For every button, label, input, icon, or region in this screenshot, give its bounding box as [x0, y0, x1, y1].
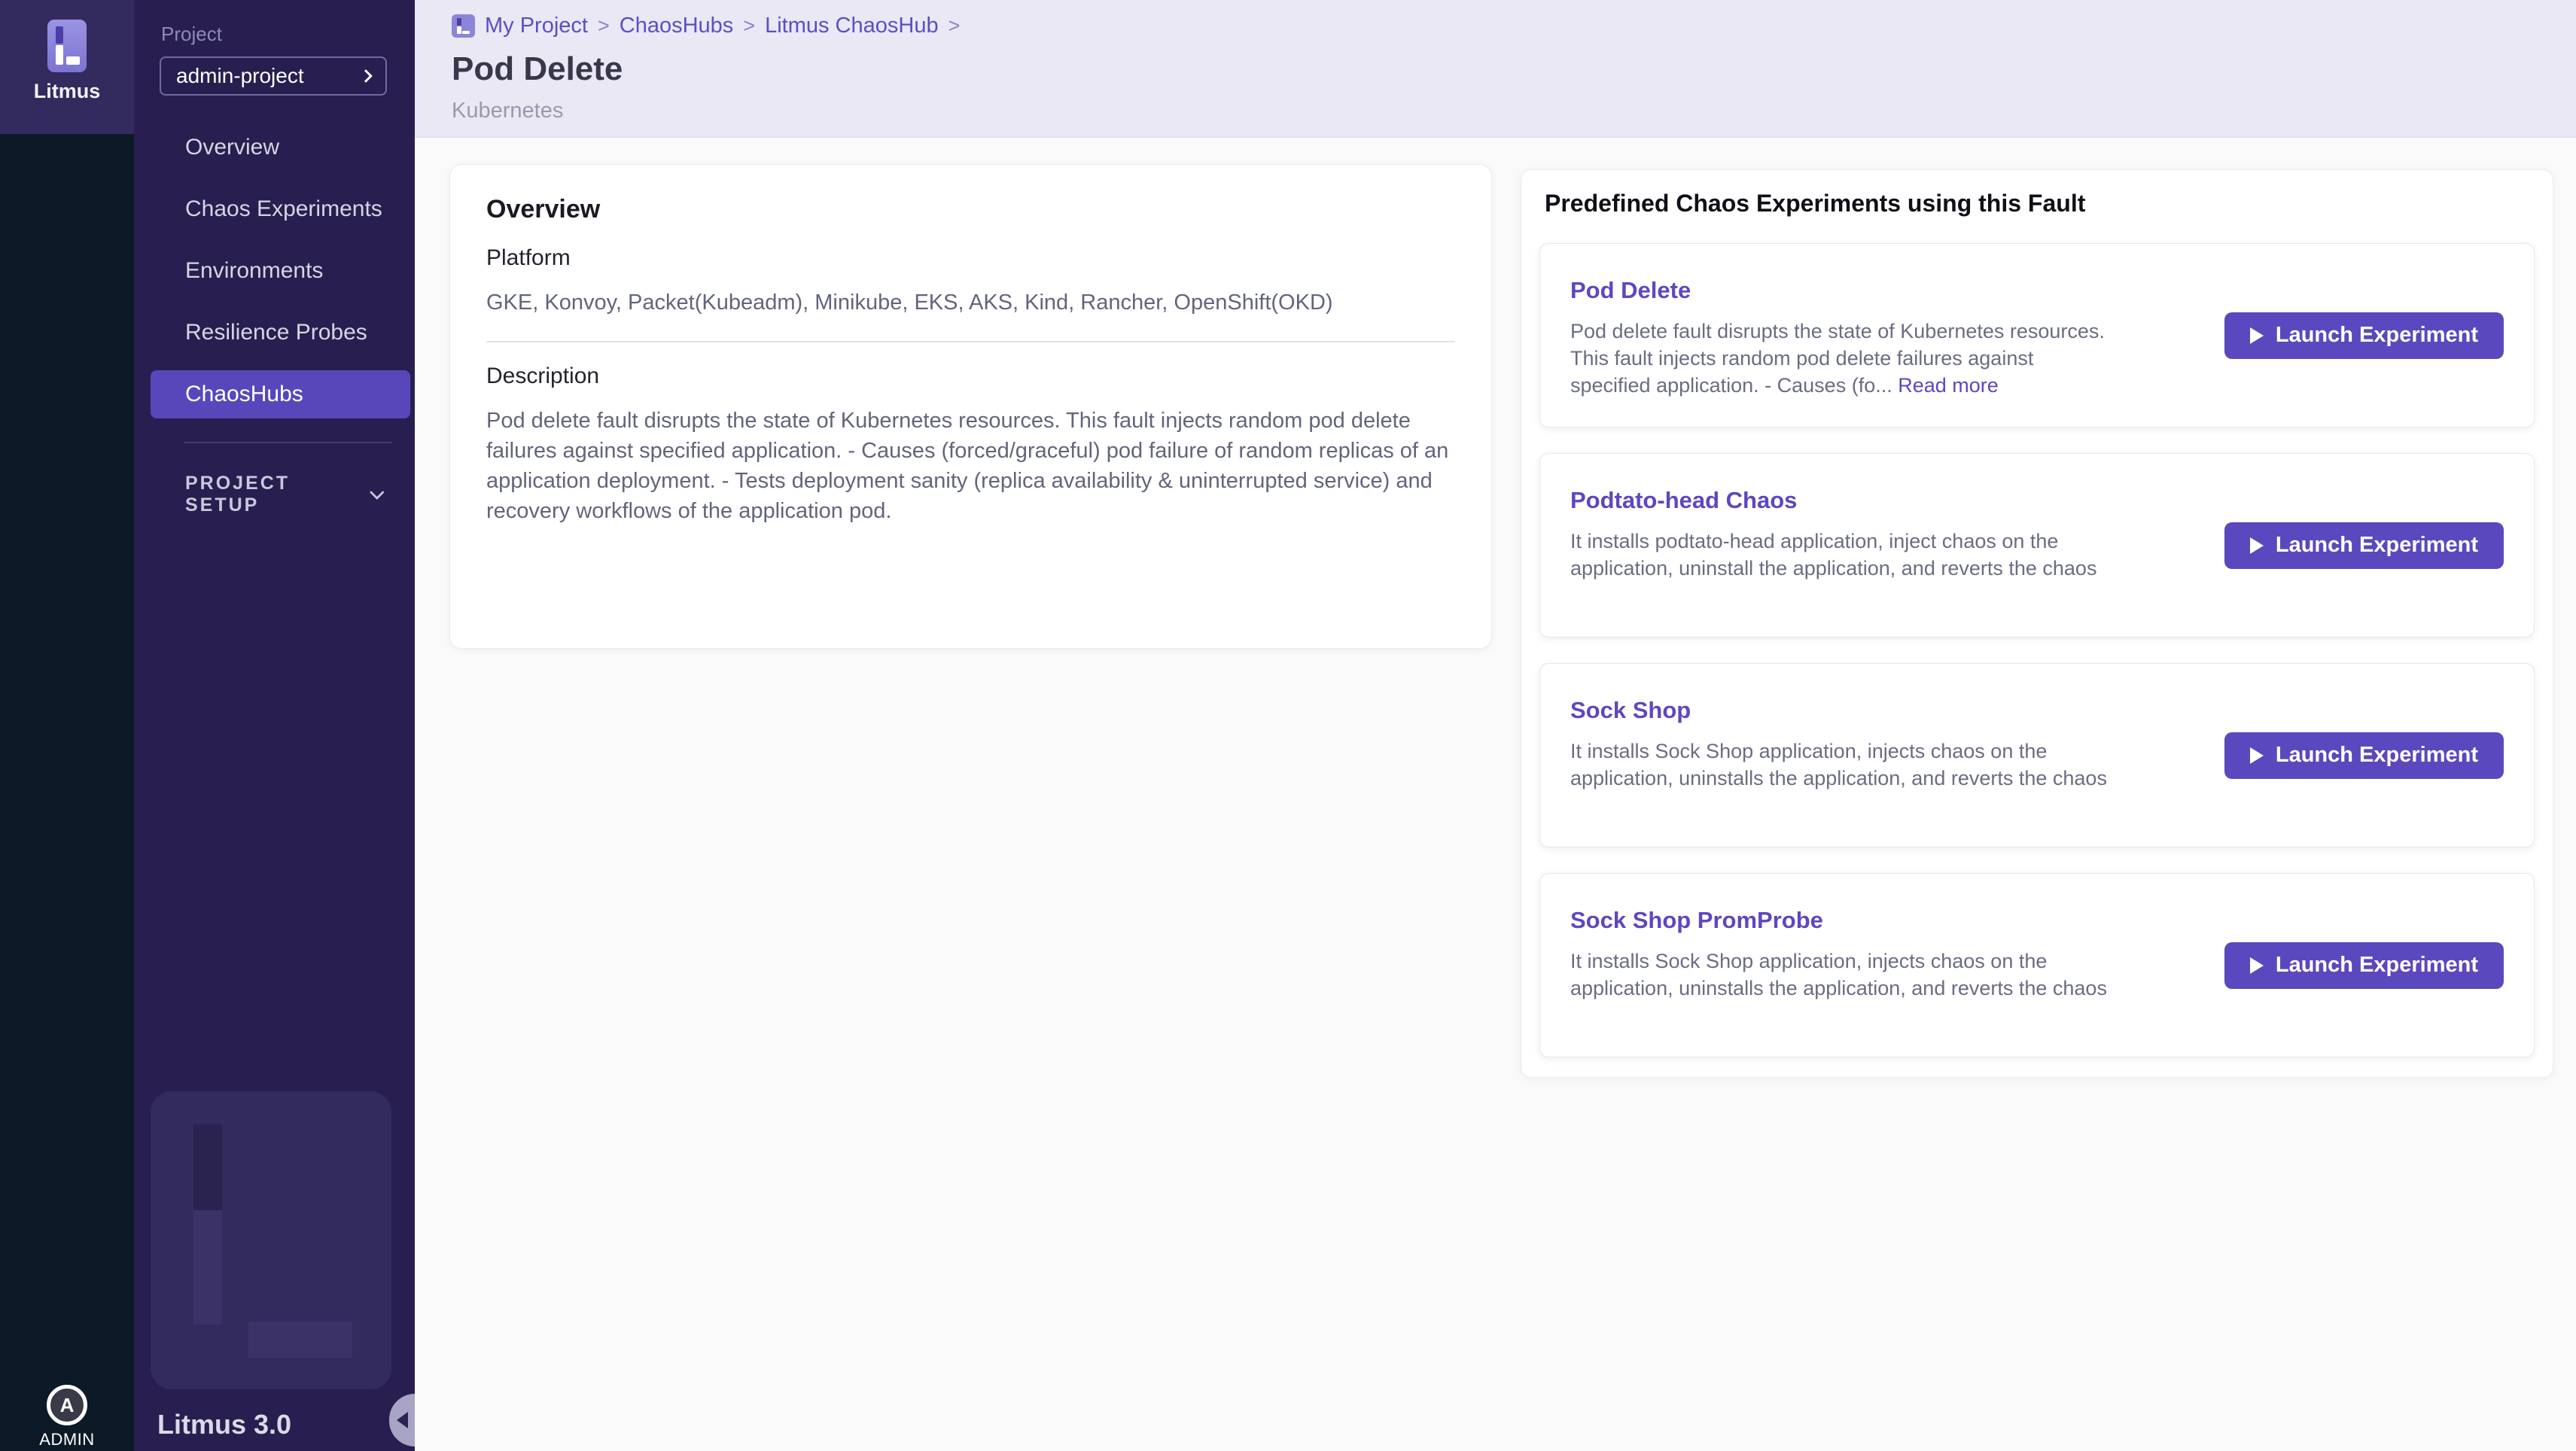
watermark-bar-dark: [193, 1124, 222, 1210]
rail-brand-block: [0, 0, 134, 134]
launch-experiment-button[interactable]: Launch Experiment: [2224, 942, 2504, 989]
chevron-right-icon: [359, 69, 373, 83]
read-more-link[interactable]: Read more: [1898, 374, 1999, 397]
version-label: Litmus 3.0: [157, 1409, 292, 1440]
experiment-title[interactable]: Sock Shop: [1570, 697, 1691, 723]
page-title: Pod Delete: [452, 50, 623, 87]
fault-overview-card: [449, 164, 1492, 649]
litmus-watermark-logo: [151, 1091, 391, 1389]
description-label: Description: [486, 364, 600, 389]
platform-value: GKE, Konvoy, Packet(Kubeadm), Minikube, EKS, AKS, Kind, Rancher, OpenShift(OKD): [486, 291, 1333, 315]
brand-label: Litmus: [33, 80, 101, 102]
sidebar-nav: [134, 123, 415, 418]
launch-experiment-button[interactable]: Launch Experiment: [2224, 312, 2504, 359]
sidebar-item-chaos-experiments[interactable]: Chaos Experiments: [185, 196, 382, 221]
breadcrumb-separator: >: [597, 14, 610, 37]
experiment-description: It installs Sock Shop application, injects chaos on the application, uninstalls the application, and reverts the chaos: [1570, 950, 2107, 1000]
watermark-bar-horizontal: [248, 1322, 352, 1358]
breadcrumb: [452, 14, 2576, 38]
breadcrumb-logo-icon: [452, 14, 475, 38]
launch-experiment-button[interactable]: Launch Experiment: [2224, 732, 2504, 779]
project-setup-toggle[interactable]: [185, 473, 380, 516]
predefined-experiments-panel: [1521, 169, 2553, 1078]
litmus-logo-icon[interactable]: [47, 20, 87, 72]
breadcrumb-separator: >: [743, 14, 756, 37]
play-icon: [2250, 537, 2264, 554]
project-select[interactable]: [160, 56, 387, 96]
experiment-description: Pod delete fault disrupts the state of Kubernetes resources. This fault injects random pod delete failures against specified application. - Causes (fo... Read more: [1570, 320, 2105, 397]
content: [415, 138, 2576, 1451]
experiment-title[interactable]: Pod Delete: [1570, 277, 1691, 303]
page-header: [415, 0, 2576, 138]
play-icon: [2250, 327, 2264, 344]
litmus-logo-bar-vertical: [56, 45, 63, 65]
experiment-title[interactable]: Podtato-head Chaos: [1570, 487, 1798, 513]
breadcrumb-my-project[interactable]: My Project: [485, 14, 588, 38]
experiment-title[interactable]: Sock Shop PromProbe: [1570, 907, 1823, 933]
experiment-card-sock-shop-promprobe: [1539, 873, 2535, 1057]
watermark-bar-vertical: [193, 1210, 222, 1325]
rail-bottom: [0, 134, 134, 1451]
launch-experiment-button[interactable]: Launch Experiment: [2224, 522, 2504, 569]
sidebar-divider: [184, 442, 392, 443]
breadcrumb-litmus-chaoshub[interactable]: Litmus ChaosHub: [765, 14, 939, 38]
collapse-left-icon: [397, 1412, 408, 1428]
icon-rail: [0, 0, 134, 1451]
experiment-card-pod-delete: [1539, 243, 2535, 427]
experiment-card-podtato-head: [1539, 453, 2535, 637]
description-value: Pod delete fault disrupts the state of Kubernetes resources. This fault injects random pod delete failures against specified application. - Causes (forced/graceful) pod failure of random replicas of an application deployment. - Tests deployment sanity (replica availability & uninterrupted service) and recovery workflows of the application pod.: [486, 409, 1449, 524]
sidebar: [134, 0, 415, 1451]
experiment-description: It installs Sock Shop application, injects chaos on the application, uninstalls the application, and reverts the chaos: [1570, 740, 2107, 790]
project-select-value: admin-project: [176, 64, 304, 87]
breadcrumb-separator: >: [948, 14, 961, 37]
play-icon: [2250, 957, 2264, 974]
avatar-label: ADMIN: [39, 1430, 95, 1449]
sidebar-item-resilience-probes[interactable]: Resilience Probes: [185, 320, 367, 345]
sidebar-item-environments[interactable]: Environments: [185, 258, 324, 283]
chevron-down-icon: [370, 485, 385, 500]
sidebar-item-overview[interactable]: Overview: [185, 135, 280, 160]
project-setup-label: PROJECT SETUP: [185, 473, 291, 516]
project-label: Project: [161, 23, 222, 45]
overview-heading: Overview: [486, 195, 601, 224]
play-icon: [2250, 747, 2264, 764]
litmus-logo-bar-horizontal: [66, 56, 80, 65]
avatar[interactable]: A: [47, 1385, 87, 1425]
experiment-card-sock-shop: [1539, 663, 2535, 847]
litmus-logo-bar-dark: [56, 26, 63, 44]
experiment-description: It installs podtato-head application, inject chaos on the application, uninstall the application, and reverts the chaos: [1570, 530, 2097, 580]
page-subtitle: Kubernetes: [452, 99, 564, 123]
experiments-heading: Predefined Chaos Experiments using this Fault: [1545, 190, 2086, 217]
platform-label: Platform: [486, 245, 571, 270]
sidebar-spacer: [134, 516, 415, 1091]
main-area: [415, 0, 2576, 1451]
overview-divider: [486, 341, 1455, 342]
breadcrumb-chaoshubs[interactable]: ChaosHubs: [619, 14, 734, 38]
sidebar-item-chaoshubs[interactable]: ChaosHubs: [151, 370, 410, 418]
